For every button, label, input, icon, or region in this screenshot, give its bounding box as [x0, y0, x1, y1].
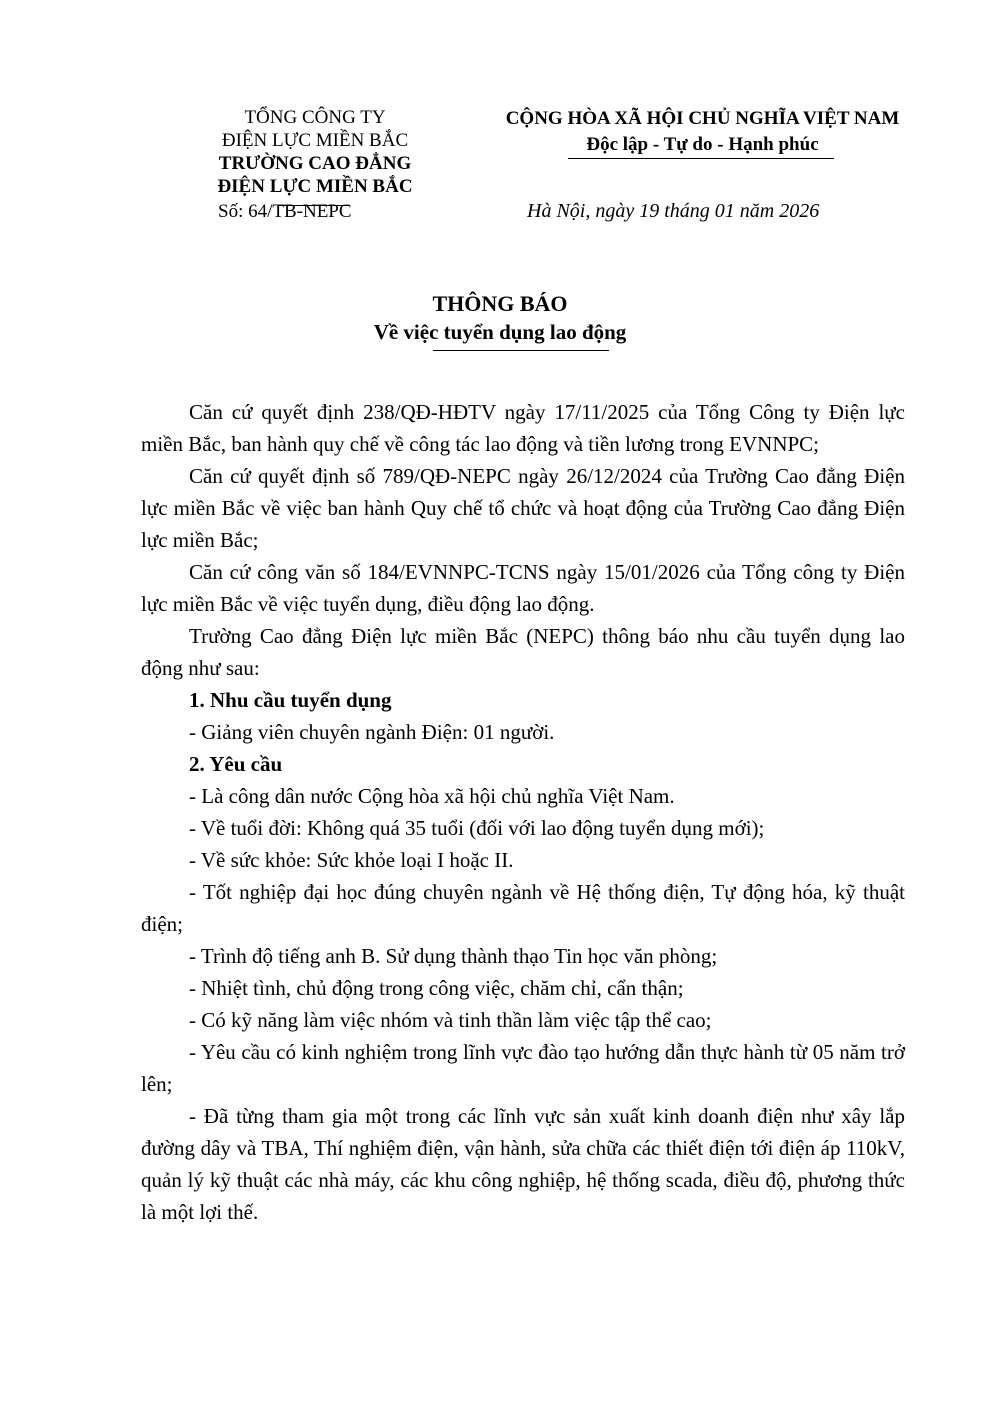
- announcement-paragraph: Trường Cao đẳng Điện lực miền Bắc (NEPC) thông báo nhu cầu tuyển dụng lao động như sau:: [141, 624, 905, 680]
- section-2-heading: 2. Yêu cầu: [189, 752, 283, 776]
- list-item: - Là công dân nước Cộng hòa xã hội chủ nghĩa Việt Nam.: [189, 784, 675, 808]
- title-subject: Về việc tuyển dụng lao động: [373, 320, 627, 344]
- list-item: - Tốt nghiệp đại học đúng chuyên ngành về Hệ thống điện, Tự động hóa, kỹ thuật điện;: [141, 880, 905, 936]
- national-heading: [470, 106, 935, 158]
- basis-paragraph-2: Căn cứ quyết định số 789/QĐ-NEPC ngày 26/12/2024 của Trường Cao đẳng Điện lực miền Bắc về việc ban hành Quy chế tổ chức và hoạt động của Trường Cao đẳng Điện lực miền Bắc;: [141, 464, 905, 552]
- issuer-name-line2: ĐIỆN LỰC MIỀN BẮC: [217, 176, 413, 197]
- list-item: - Yêu cầu có kinh nghiệm trong lĩnh vực đào tạo hướng dẫn thực hành từ 05 năm trở lên;: [141, 1040, 905, 1096]
- list-item: - Nhiệt tình, chủ động trong công việc, chăm chỉ, cẩn thận;: [189, 976, 684, 1000]
- motto-underline: [568, 158, 834, 159]
- list-item: - Trình độ tiếng anh B. Sử dụng thành thạo Tin học văn phòng;: [189, 944, 718, 968]
- list-item: - Về tuổi đời: Không quá 35 tuổi (đối với lao động tuyển dụng mới);: [189, 816, 765, 840]
- section-1-heading: 1. Nhu cầu tuyển dụng: [189, 688, 392, 712]
- document-title: [0, 290, 1000, 346]
- issuer-divider: [278, 205, 350, 206]
- title-main: THÔNG BÁO: [432, 291, 568, 316]
- list-item: - Giảng viên chuyên ngành Điện: 01 người.: [189, 720, 555, 744]
- list-item: - Đã từng tham gia một trong các lĩnh vực sản xuất kinh doanh điện như xây lắp đường dây và TBA, Thí nghiệm điện, vận hành, sửa chữa các thiết điện tới điện áp 110kV, quản lý kỹ thuật các nhà máy, các khu công nghiệp, hệ thống scada, điều độ, phương thức là một lợi thế.: [141, 1104, 905, 1224]
- list-item: - Về sức khỏe: Sức khỏe loại I hoặc II.: [189, 848, 514, 872]
- country-name: CỘNG HÒA XÃ HỘI CHỦ NGHĨA VIỆT NAM: [505, 108, 900, 129]
- basis-paragraph-3: Căn cứ công văn số 184/EVNNPC-TCNS ngày 15/01/2026 của Tổng công ty Điện lực miền Bắc về việc tuyển dụng, điều động lao động.: [141, 560, 905, 616]
- basis-paragraph-1: Căn cứ quyết định 238/QĐ-HĐTV ngày 17/11/2025 của Tổng Công ty Điện lực miền Bắc, ban hành quy chế về công tác lao động và tiền lương trong EVNNPC;: [141, 400, 905, 456]
- document-body: [141, 396, 905, 1228]
- issuer-parent-line2: ĐIỆN LỰC MIỀN BẮC: [221, 130, 409, 151]
- list-item: - Có kỹ năng làm việc nhóm và tinh thần làm việc tập thể cao;: [189, 1008, 712, 1032]
- issuer-parent-line1: TỔNG CÔNG TY: [244, 107, 386, 128]
- issuer-name-line1: TRƯỜNG CAO ĐẲNG: [218, 153, 412, 174]
- issue-date: Hà Nội, ngày 19 tháng 01 năm 2026: [527, 200, 820, 222]
- reference-number: Số: 64/TB-NEPC: [218, 201, 352, 222]
- title-underline: [433, 350, 609, 351]
- national-motto: Độc lập - Tự do - Hạnh phúc: [586, 134, 819, 155]
